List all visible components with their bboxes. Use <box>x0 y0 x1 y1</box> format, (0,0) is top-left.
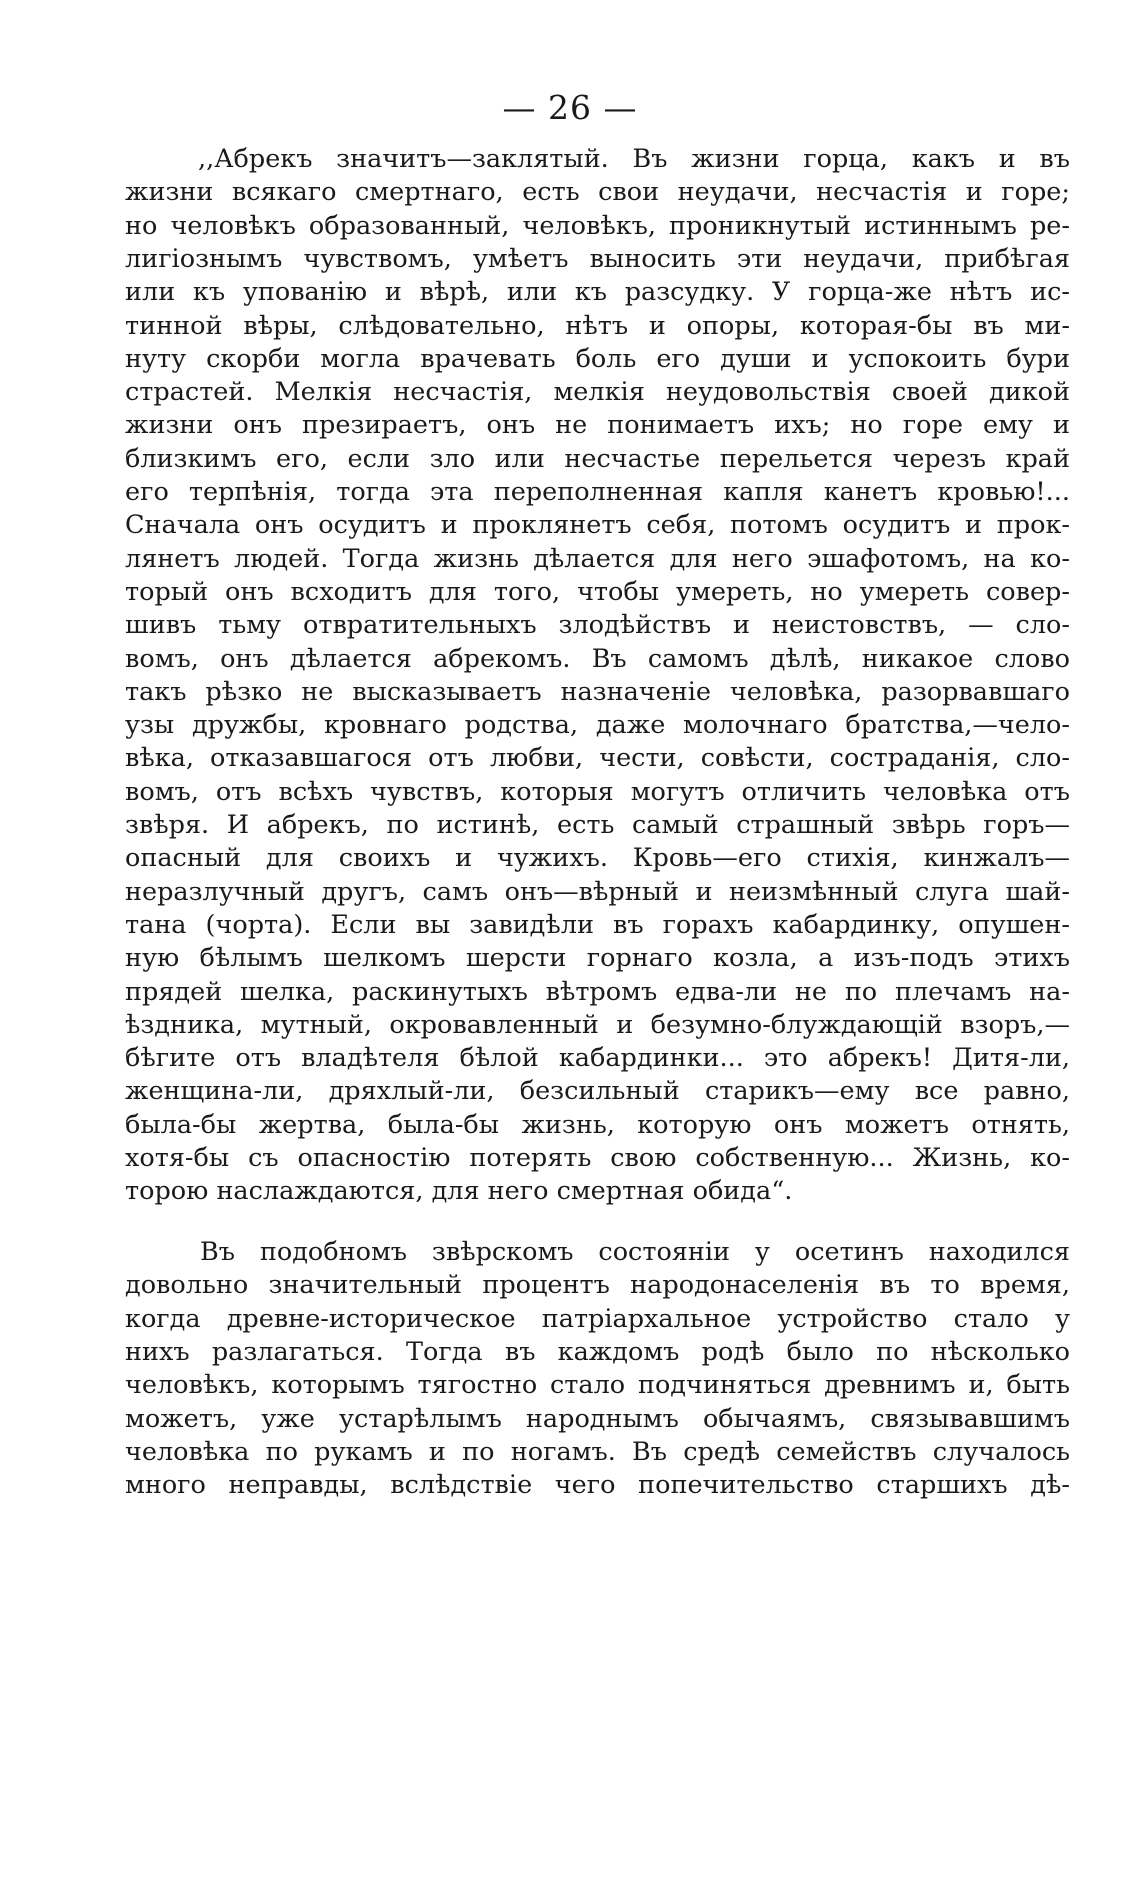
text-line: жизни онъ презираетъ, онъ не понимаетъ ихъ; но горе ему и <box>125 410 1070 441</box>
text-line: вѣка, отказавшагося отъ любви, чести, совѣсти, состраданія, сло- <box>125 743 1070 774</box>
text-line: нуту скорби могла врачевать боль его души и успокоить бури <box>125 343 1070 374</box>
text-line: шивъ тьму отвратительныхъ злодѣйствъ и неистовствъ, — сло- <box>125 610 1070 641</box>
text-line: довольно значительный процентъ народонаселенія въ то время, <box>125 1270 1070 1301</box>
text-line: хотя-бы съ опасностію потерять свою собственную... Жизнь, ко- <box>125 1143 1070 1173</box>
text-line: ѣздника, мутный, окровавленный и безумно-блуждающій взоръ,— <box>125 1009 1070 1040</box>
text-line: тана (чорта). Если вы завидѣли въ горахъ кабардинку, опушен- <box>125 909 1070 940</box>
text-line: можетъ, уже устарѣлымъ народнымъ обычаямъ, связывавшимъ <box>125 1403 1070 1434</box>
text-line: была-бы жертва, была-бы жизнь, которую онъ можетъ отнять, <box>125 1109 1070 1140</box>
text-line: его терпѣнія, тогда эта переполненная капля канетъ кровью!... <box>125 477 1070 507</box>
text-line: близкимъ его, если зло или несчастье перельется черезъ край <box>125 443 1070 474</box>
text-line: прядей шелка, раскинутыхъ вѣтромъ едва-ли не по плечамъ на- <box>125 976 1070 1007</box>
text-line: человѣкъ, которымъ тягостно стало подчиняться древнимъ и, быть <box>125 1370 1070 1401</box>
text-line: человѣка по рукамъ и по ногамъ. Въ средѣ семействъ случалось <box>125 1436 1070 1467</box>
text-line: много неправды, вслѣдствіе чего попечительство старшихъ дѣ- <box>125 1470 1070 1501</box>
text-line: неразлучный другъ, самъ онъ—вѣрный и неизмѣнный слуга шай- <box>125 876 1070 907</box>
text-line: страстей. Мелкія несчастія, мелкія неудовольствія своей дикой <box>125 377 1070 408</box>
text-line: узы дружбы, кровнаго родства, даже молочнаго братства,—чело- <box>125 710 1070 741</box>
text-line: нихъ разлагаться. Тогда въ каждомъ родѣ было по нѣсколько <box>125 1336 1070 1367</box>
text-line: торою наслаждаются, для него смертная обида“. <box>125 1176 793 1207</box>
text-line: или къ упованію и вѣрѣ, или къ разсудку. У горца-же нѣтъ ис- <box>125 277 1070 308</box>
text-line: когда древне-историческое патріархальное устройство стало у <box>125 1303 1070 1334</box>
text-line: Сначала онъ осудитъ и проклянетъ себя, потомъ осудитъ и прок- <box>125 510 1070 541</box>
text-line: лянетъ людей. Тогда жизнь дѣлается для него эшафотомъ, на ко- <box>125 543 1070 574</box>
text-line: но человѣкъ образованный, человѣкъ, проникнутый истиннымъ ре- <box>125 210 1070 241</box>
text-line: лигіознымъ чувствомъ, умѣетъ выносить эти неудачи, прибѣгая <box>125 243 1070 274</box>
text-line: Въ подобномъ звѣрскомъ состояніи у осетинъ находился <box>200 1237 1070 1267</box>
text-line: женщина-ли, дряхлый-ли, безсильный старикъ—ему все равно, <box>125 1076 1070 1107</box>
text-line: звѣря. И абрекъ, по истинѣ, есть самый страшный звѣрь горъ— <box>125 810 1070 840</box>
text-line: бѣгите отъ владѣтеля бѣлой кабардинки... это абрекъ! Дитя-ли, <box>125 1043 1070 1074</box>
text-line: тинной вѣры, слѣдовательно, нѣтъ и опоры, которая-бы въ ми- <box>125 310 1070 341</box>
text-line: торый онъ всходитъ для того, чтобы умереть, но умереть совер- <box>125 576 1070 607</box>
text-line: опасный для своихъ и чужихъ. Кровь—его стихія, кинжалъ— <box>125 843 1070 874</box>
text-line: такъ рѣзко не высказываетъ назначеніе человѣка, разорвавшаго <box>125 676 1070 707</box>
text-line: ную бѣлымъ шелкомъ шерсти горнаго козла, а изъ-подъ этихъ <box>125 943 1070 974</box>
text-line: жизни всякаго смертнаго, есть свои неудачи, несчастія и горе; <box>125 177 1070 208</box>
text-line: вомъ, онъ дѣлается абрекомъ. Въ самомъ дѣлѣ, никакое слово <box>125 643 1070 674</box>
page-number: — 26 — <box>502 88 638 127</box>
text-line: вомъ, отъ всѣхъ чувствъ, которыя могутъ отличить человѣка отъ <box>125 776 1070 807</box>
text-line: ,,Абрекъ значитъ—заклятый. Въ жизни горца, какъ и въ <box>198 144 1070 174</box>
